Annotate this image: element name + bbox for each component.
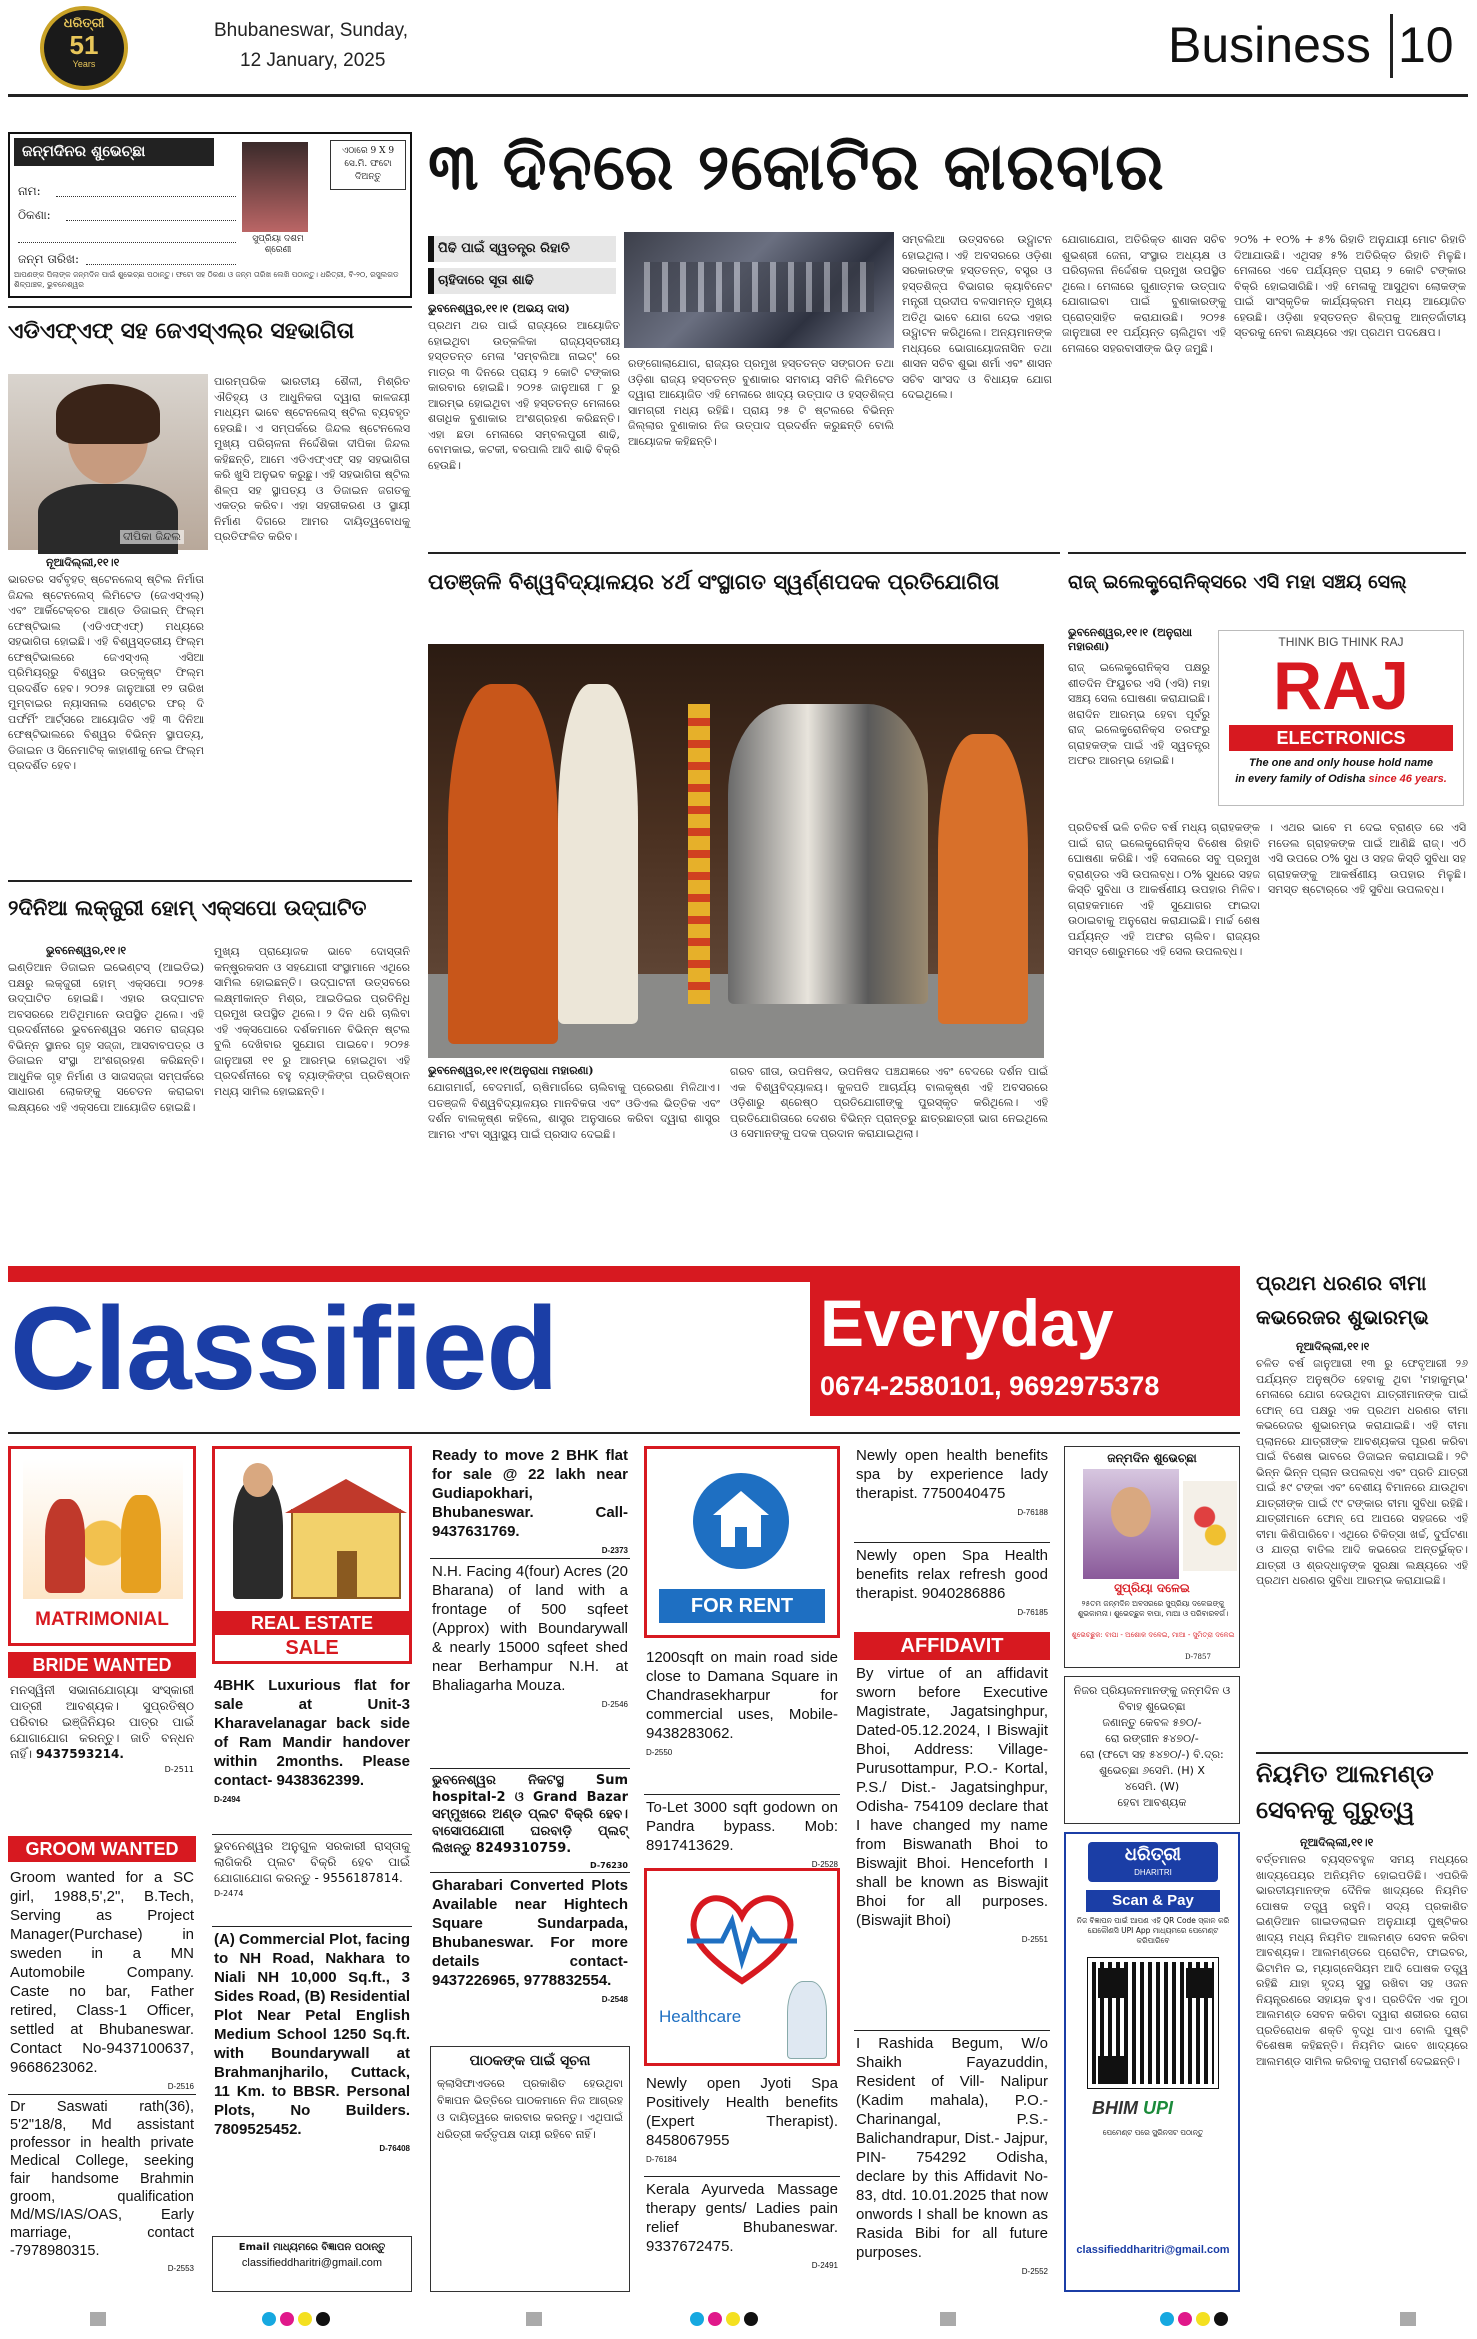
saree-photo xyxy=(624,232,894,348)
birthday-field-address: ଠିକଣା: xyxy=(18,208,51,222)
main-subhead-2-text: ଚାହିଦାରେ ସୂତା ଶାଢି xyxy=(438,273,534,288)
saree-pattern xyxy=(644,262,874,312)
story2-dateline: ନୂଆଦିଲ୍ଲୀ,୧୧।୧ xyxy=(46,556,120,569)
house-icon xyxy=(693,1473,789,1569)
main-subhead-1-text: ପିଢି ପାଇଁ ସ୍ୱତନ୍ତ୍ର ରିହାତି xyxy=(438,241,570,256)
yellow-mark xyxy=(726,2312,740,2326)
house-icon-roof xyxy=(713,1491,769,1515)
real-estate-ad-1-code: D-2494 xyxy=(214,1795,241,1804)
dharitri-51-logo xyxy=(40,6,128,90)
section-divider xyxy=(1390,14,1393,78)
story6-dateline: ନୂଆଦିଲ୍ଲୀ,୧୧।୧ xyxy=(1296,1340,1370,1353)
real-estate-box xyxy=(212,1446,412,1664)
raj-sub: ELECTRONICS xyxy=(1229,725,1453,751)
story4-rule xyxy=(428,552,1060,554)
person-group xyxy=(728,704,928,1004)
story3-rule xyxy=(8,880,412,882)
groom-ad-1 xyxy=(10,1868,194,2091)
real-estate-ad-2 xyxy=(214,1838,410,1922)
c3-ad-4-text: Gharabari Converted Plots Available near Hightech Square Sundarpada, Bhubaneswar. For more details contact- 9437226965, 9778832554. xyxy=(432,1877,628,1989)
main-body-right: ରଙ୍ଗୋଲାଯୋଗ, ରାଜ୍ୟର ପ୍ରମୁଖ ହସ୍ତତନ୍ତ ସଙ୍ଗଠନ ତଥା ଓଡ଼ିଶା ରାଜ୍ୟ ହସ୍ତତନ୍ତ ବୁଣାକାର ସମବାୟ ସମିତି ଲିମିଟେଡ ଦ୍ୱାରା ଆୟୋଜିତ ଏହି ମେଳାରେ ଖାଦ୍ୟ ଉତ୍ପାଦ ଓ ହସ୍ତଶିଳ୍ପ ସାମଗ୍ରୀ ମଧ୍ୟ ରହିଛି। ପ୍ରାୟ ୨୫ ଟି ଷ୍ଟଲରେ ବିଭିନ୍ନ ଜିଲ୍ଲାର ବୁଣାକାର ନିଜ ଉତ୍ପାଦ ପ୍ରଦର୍ଶନ କରୁଛନ୍ତି ବୋଲି ଆୟୋଜକ କହିଛନ୍ତି। xyxy=(628,357,894,448)
c4-ad-4-code: D-2491 xyxy=(811,2261,838,2270)
for-rent-label: FOR RENT xyxy=(659,1589,825,1623)
c5-ad-2 xyxy=(856,1546,1048,1640)
raj-line1: The one and only house hold name xyxy=(1249,757,1433,769)
house-roof xyxy=(285,1479,407,1513)
bride-ad xyxy=(10,1682,194,1828)
greeting-promo-box xyxy=(1064,1676,1240,1824)
bride-ad-text: ମନସ୍ୱିନୀ ସଭାନାଯୋଗ୍ୟା ସଂସ୍କାରୀ ପାତ୍ରୀ ଆବଶ୍ୟକ। ସୁପ୍ରତିଷ୍ଠ ପରିବାର ଇଞ୍ଜିନିୟର ପାତ୍ର ପାଇଁ ଯୋଗାଯୋଗ କରନ୍ତୁ। ଜାତି ବନ୍ଧନ ନାହିଁ। xyxy=(10,1683,194,1761)
realtor-face xyxy=(243,1463,273,1497)
cyan-mark xyxy=(1160,2312,1174,2326)
c4-ad-2-text: To-Let 3000 sqft godown on Pandra bypass. Mob: 8917413629. xyxy=(646,1799,838,1854)
photo-size-note: ଏଠାରେ 9 X 9 ସେ.ମି. ଫଟୋ ଦିଅନ୍ତୁ xyxy=(341,146,395,182)
bhim-logo xyxy=(1092,2098,1173,2119)
dateline-date: 12 January, 2025 xyxy=(240,50,386,71)
scan-pay-title: Scan & Pay xyxy=(1086,1890,1220,1912)
ad-divider xyxy=(430,1558,630,1559)
c3-ad-4-code: D-2548 xyxy=(601,1995,628,2004)
c5-ad-1-text: Newly open health benefits spa by experience lady therapist. 7750040475 xyxy=(856,1447,1048,1502)
logo-name: ଧରିତ୍ରୀ xyxy=(63,16,105,31)
black-mark xyxy=(1214,2312,1228,2326)
birthday-wish-contact: ଶୁଭେଚ୍ଛୁକ: ବାପା - ଅଶୋକ ଦଳେଇ, ମାଆ - ସୁମିତ୍ରା ଦଳେଇ xyxy=(1071,1631,1235,1639)
story3-body-2: ମୁଖ୍ୟ ପ୍ରାୟୋଜକ ଭାବେ ଦୋସ୍ତାନି କନ୍‌ଷ୍ଟ୍ରକସନ ଓ ସହଯୋଗୀ ସଂସ୍ଥାମାନେ ଏଥିରେ ସାମିଲ ହୋଇଛନ୍ତି। ଉଦ୍‌ଘାଟନୀ ଉତ୍ସବରେ ଲକ୍ଷ୍ମୀକାନ୍ତ ମିଶ୍ର, ଆଇଡିଇର ପ୍ରତିନିଧି ପ୍ରମୁଖ ଉପସ୍ଥିତ ଥିଲେ। ୨ ଦିନ ଧରି ଚାଲିବା ଏହି ଏକ୍ସପୋରେ ଦର୍ଶକମାନେ ବିଭିନ୍ନ ଷ୍ଟଲ ବୁଲି ଦେଖିବାର ସୁଯୋଗ ପାଇବେ। ୨୦୨୫ ଜାନୁଆରୀ ୧୧ ରୁ ଆରମ୍ଭ ହୋଇଥିବା ଏହି ପ୍ରଦର୍ଶନୀରେ ବହୁ ବ୍ୟାଙ୍କିଙ୍ଗ ପ୍ରତିଷ୍ଠାନ ମଧ୍ୟ ସାମିଲ ହୋଇଛନ୍ତି। xyxy=(214,945,410,1098)
matrimonial-box xyxy=(8,1446,196,1646)
dharitri-logo-sub: DHARITRI xyxy=(1134,1868,1172,1877)
realtor-figure xyxy=(233,1479,283,1599)
affidavit-2 xyxy=(856,2034,1048,2292)
promo-line-3: ରୋ ରଙ୍ଗୀନ ୫୪୭୦/- xyxy=(1105,1732,1199,1745)
affidavit-1 xyxy=(856,1664,1048,2026)
real-estate-ad-1-text: 4BHK Luxurious flat for sale at Unit-3 Kharavelanagar back side of Ram Mandir handover within 2months. Please contact- 9438362399. xyxy=(214,1677,410,1789)
dotted-line xyxy=(18,242,236,243)
bride-wanted-header: BRIDE WANTED xyxy=(8,1652,196,1678)
ad-divider xyxy=(644,1794,840,1795)
bride-figure xyxy=(45,1499,85,1593)
grey-swatch xyxy=(1400,2312,1416,2326)
house-icon-door xyxy=(735,1527,747,1547)
story4-body-2: ଗରବ ଗୀତା, ଉପନିଷଦ, ଉପନିଷଦ ପଞ୍ଚଯଜ୍ଞରେ ଏବଂ ବେଦରେ ଦର୍ଶନ ପାଇଁ ଏକ ବିଶ୍ୱବିଦ୍ୟାଳୟ। କୁଳପତି ଆଚାର୍ଯ୍ୟ ବାଲକୃଷ୍ଣ ଏହି ଅବସରରେ ଓଡ଼ିଶାରୁ ଶ୍ରେଷ୍ଠ ପ୍ରତିଯୋଗୀଙ୍କୁ ପୁରସ୍କୃତ କରିଥିଲେ। ଏହି ପ୍ରତିଯୋଗିତାରେ ଦେଶର ବିଭିନ୍ନ ପ୍ରାନ୍ତରୁ ଛାତ୍ରଛାତ୍ରୀ ଭାଗ ନେଇଥିଲେ ଓ ସେମାନଙ୍କୁ ପଦକ ପ୍ରଦାନ କରାଯାଇଥିଲା। xyxy=(730,1065,1048,1140)
flower-bouquet-photo xyxy=(1183,1481,1237,1571)
classified-title: Classified xyxy=(10,1283,558,1415)
c4-ad-4 xyxy=(646,2180,838,2292)
ad-divider xyxy=(644,2176,840,2177)
c4-ad-4-text: Kerala Ayurveda Massage therapy gents/ Ladies pain relief Bhubaneswar. 9337672475. xyxy=(646,2181,838,2255)
real-estate-label: REAL ESTATE xyxy=(215,1611,409,1635)
birthday-wish-desc: ୨୫ତମ ଜନ୍ମଦିନ ଅବସରରେ ସୁପ୍ରିୟା ଦଳେଇଙ୍କୁ ଶୁଭକାମନା। ଶୁଭେଚ୍ଛୁକ ବାପା, ମାଆ ଓ ପରିବାରବର୍ଗ। xyxy=(1077,1599,1229,1618)
magenta-mark xyxy=(1178,2312,1192,2326)
reader-notice-box xyxy=(430,2046,630,2292)
patanjali-event-photo xyxy=(428,644,1044,1058)
story5-body-1: ରାଜ୍ ଇଲେକ୍ଟ୍ରୋନିକ୍ସ ପକ୍ଷରୁ ଶୀତଦିନ ଫିୟୁଚର ଏସି (ଏସି) ମହା ସଞ୍ଚୟ ସେଲ ଘୋଷଣା କରାଯାଇଛି। ଖରାଦିନ ଆରମ୍ଭ ହେବା ପୂର୍ବରୁ ରାଜ୍ ଇଲେକ୍ଟ୍ରୋନିକ୍ସ ତରଫରୁ ଗ୍ରାହକଙ୍କ ପାଇଁ ଏହି ସ୍ୱତନ୍ତ୍ର ଅଫର ଆରମ୍ଭ ହୋଇଛି। xyxy=(1068,661,1210,767)
promo-line-6: ୪ସେମି. (W) xyxy=(1124,1780,1180,1793)
c4-ad-1-code: D-2550 xyxy=(646,1748,673,1757)
story4-headline: ପତଞ୍ଜଳି ବିଶ୍ୱବିଦ୍ୟାଳୟର ୪ର୍ଥ ସଂସ୍ଥାଗତ ସ୍ୱର୍ଣ୍ଣପଦକ ପ୍ରତିଯୋଗିତା xyxy=(428,570,1000,594)
c3-ad-2-text: N.H. Facing 4(four) Acres (20 Bharana) of land with a frontage of 500 sqfeet (Approx) with Boundarywall & nearly 15000 sqfeet shed near Berhampur N.H. at Bhaliagarha Mouza. xyxy=(432,1563,628,1694)
person-white xyxy=(558,684,638,1024)
birthday-wish-code: D-7857 xyxy=(1185,1653,1211,1661)
story3-headline: ୨ଦିନିଆ ଲକ୍ଜୁରୀ ହୋମ୍ ଏକ୍ସପୋ ଉଦ୍‌ଘାଟିତ xyxy=(8,896,367,920)
story3-body-1: ଇଣ୍ଡିଆନ ଡିଜାଇନ ଇଭେଣ୍ଟସ୍ (ଆଇଡିଇ) ପକ୍ଷରୁ ଲକ୍ଜୁରୀ ହୋମ୍ ଏକ୍ସପୋ ୨୦୨୫ ଉଦ୍‌ଘାଟିତ ହୋଇଛି। ଏହାର ଉଦ୍‌ଘାଟନ ଅବସରରେ ଅତିଥିମାନେ ଉପସ୍ଥିତ ଥିଲେ। ଏହି ପ୍ରଦର୍ଶନୀରେ ଭୁବନେଶ୍ୱର ସମେତ ରାଜ୍ୟର ବିଭିନ୍ନ ସ୍ଥାନର ଗୃହ ସଜ୍ଜା, ଆସବାବପତ୍ର ଓ ଡିଜାଇନ ସଂସ୍ଥା ଅଂଶଗ୍ରହଣ କରିଛନ୍ତି। ଆଧୁନିକ ଗୃହ ନିର୍ମାଣ ଓ ସାଜସଜ୍ଜା ସମ୍ପର୍କରେ ସାଧାରଣ ଲୋକଙ୍କୁ ସଚେତନ କରାଇବା ଲକ୍ଷ୍ୟରେ ଏହି ଏକ୍ସପୋ ଆୟୋଜିତ ହୋଇଛି। xyxy=(8,961,204,1114)
c3-ad-3 xyxy=(432,1772,628,1868)
story6-body: ଚଳିତ ବର୍ଷ ଜାନୁଆରୀ ୧୩ ରୁ ଫେବୃଆରୀ ୨୬ ପର୍ଯ୍ୟନ୍ତ ଅନୁଷ୍ଠିତ ହେବାକୁ ଥିବା 'ମହାକୁମ୍ଭ' ମେଳାରେ ଯୋଗ ଦେଉଥିବା ଯାତ୍ରୀମାନଙ୍କ ପାଇଁ ଫୋନ୍ ପେ ପକ୍ଷରୁ ଏକ ପ୍ରଥମ ଧରଣର ବୀମା କଭରେଜର ଶୁଭାରମ୍ଭ କରାଯାଇଛି। ଏହି ବୀମା ପ୍ଲାନରେ ଯାତ୍ରୀଙ୍କ ଆବଶ୍ୟକତା ପୂରଣ କରିବା ପାଇଁ ବିଶେଷ ଭାବରେ ଡିଜାଇନ କରାଯାଇଛି। ୨ଟି ଭିନ୍ନ ଭିନ୍ନ ପ୍ଲାନ ଉପଲବ୍ଧ ଏବଂ ପ୍ରତି ଯାତ୍ରୀ ପାଇଁ ୫୯ ଟଙ୍କା ଏବଂ ବେଶୀୟ ବିମାନରେ ଯାଉଥିବା ଯାତ୍ରୀଙ୍କ ପାଇଁ ୯୯ ଟଙ୍କାର ବୀମା ସୁବିଧା ରହିଛି। ଯାତ୍ରୀମାନେ ଫୋନ୍ ପେ ଆପରେ ସହଜରେ ଏହି ବୀମା କିଣିପାରିବେ। ଏଥିରେ ଚିକିତ୍ସା ଖର୍ଚ୍ଚ, ଦୁର୍ଘଟଣା ଓ ଯାତ୍ରା ବାତିଲ ଆଦି କଭରେଜ ଅନ୍ତର୍ଭୁକ୍ତ। ଯାତ୍ରୀ ଓ ଶ୍ରଦ୍ଧାଳୁଙ୍କ ସୁରକ୍ଷା ଲକ୍ଷ୍ୟରେ ଏହି ପ୍ରଥମ ଧରଣର ସୁବିଧା ଆରମ୍ଭ କରାଯାଇଛି। xyxy=(1256,1357,1468,1587)
c3-ad-2 xyxy=(432,1562,628,1764)
story5-body-2: ପ୍ରତିବର୍ଷ ଭଳି ଚଳିତ ବର୍ଷ ମଧ୍ୟ ଗ୍ରାହକଙ୍କ ପାଇଁ ରାଜ୍ ଇଲେକ୍ଟ୍ରୋନିକ୍ସ ବିଶେଷ ରିହାତି ଘୋଷଣା କରିଛି। ଏହି ସେଲରେ ସବୁ ପ୍ରମୁଖ ବ୍ରାଣ୍ଡର ଏସି ଉପଲବ୍ଧ। ୦% ସୁଧରେ ସହଜ କିସ୍ତି ସୁବିଧା ଓ ଆକର୍ଷଣୀୟ ଉପହାର ମିଳିବ। ଗ୍ରାହକମାନେ ଏହି ସୁଯୋଗର ଫାଇଦା ଉଠାଇବାକୁ ଅନୁରୋଧ କରାଯାଇଛି। ମାର୍ଚ୍ଚ ଶେଷ ପର୍ଯ୍ୟନ୍ତ ଏହି ଅଫର ଚାଲିବ। ରାଜ୍ୟର ସମସ୍ତ ଶୋରୁମରେ ଏହି ସେଲ ଉପଲବ୍ଧ। xyxy=(1068,821,1260,958)
ad-divider xyxy=(430,1872,630,1873)
email-address[interactable]: classifieddharitri@gmail.com xyxy=(241,2257,383,2269)
c4-ad-3-text: Newly open Jyoti Spa Positively Health benefits (Expert Therapist). 8458067955 xyxy=(646,2075,838,2149)
story2-caption: ଦୀପିକା ଜିନ୍ଦଲ xyxy=(120,530,184,544)
c3-ad-1 xyxy=(432,1446,628,1554)
real-estate-ad-3-code: D-76408 xyxy=(379,2144,410,2153)
real-estate-ad-2-text: ଭୁବନେଶ୍ୱର ଅନୁଗୁଳ ସରକାରୀ ରାସ୍ତାକୁ ଲାଗିକରି ପ୍ଲଟ ବିକ୍ରି ହେବ ପାଇଁ ଯୋଗାଯୋଗ କରନ୍ତୁ - 9556187814. xyxy=(214,1839,410,1885)
black-mark xyxy=(744,2312,758,2326)
affidavit-2-text: I Rashida Begum, W/o Shaikh Fayazuddin, Resident of Vill- Nalipur (Kadim mahala), P.O.- Charinangal, P.S.- Balichandrapur, Dist.- Jajpur, PIN- 754292 Odisha, declare by this Affidavit No- 83, dtd. 10.01.2025 that now onwords I shall be known as Rasida Bibi for all future purposes. xyxy=(856,2035,1048,2261)
dotted-line xyxy=(66,220,236,221)
story5-body-3: । ଏଥର ଭାବେ ମ ଦେଇ ବ୍ରାଣ୍ଡ ରେ ଏସି ମଡେଲ ଗ୍ରାହକଙ୍କ ପାଇଁ ଆଣିଛି ରାଜ୍। ଏଠି ଏସି ଉପରେ ୦% ସୁଧ ଓ ସହଜ କିସ୍ତି ସୁବିଧା ସହ ଗ୍ରାହକଙ୍କୁ ଆକର୍ଷଣୀୟ ଉପହାର ମିଳୁଛି। ସମସ୍ତ ଷ୍ଟୋର୍‌ରେ ଏହି ସୁବିଧା ଉପଲବ୍ଧ। xyxy=(1268,821,1466,896)
main-subhead-2 xyxy=(428,268,616,294)
birthday-field-name: ନାମ: xyxy=(18,184,41,198)
c3-ad-1-text: Ready to move 2 BHK flat for sale @ 22 lakh near Gudiapokhari, Bhubaneswar. Call-9437631769. xyxy=(432,1447,628,1540)
lamp-stand xyxy=(688,704,710,1004)
story7-dateline: ନୂଆଦିଲ୍ଲୀ,୧୧।୧ xyxy=(1300,1836,1374,1849)
birthday-form-title: ଜନ୍ମଦିନର ଶୁଭେଚ୍ଛା xyxy=(14,138,214,166)
affidavit-header: AFFIDAVIT xyxy=(854,1632,1050,1660)
main-body-col3: ସମ୍ବଲିଆ ଉତ୍ସବରେ ଉଦ୍ଘାଟନ ହୋଇଥିଲା। ଏହି ଅବସରରେ ଓଡ଼ିଶା ସରକାରଙ୍କ ହସ୍ତତନ୍ତ, ବସ୍ତ୍ର ଓ ହସ୍ତଶିଳ୍ପ ବିଭାଗର କ୍ୟାବିନେଟ ମନ୍ତ୍ରୀ ପ୍ରଦୀପ ବଳସାମନ୍ତ ମୁଖ୍ୟ ଅତିଥି ଭାବେ ଯୋଗ ଦେଇ ଏହାର ଉଦ୍ଘାଟନ କରିଥିଲେ। ଅନ୍ୟମାନଙ୍କ ମଧ୍ୟରେ ଭୋଗାୟୋଜନାସିନ ତଥା ଶାସନ ସଚିବ ଶୁଭା ଶର୍ମା ଏବଂ ଶାସନ ସଚିବ ସାଂସଦ ଓ ବିଧାୟକ ଯୋଗ ଦେଇଥିଲେ। xyxy=(902,233,1052,401)
scan-pay-box xyxy=(1064,1832,1240,2292)
heart-pulse-icon xyxy=(687,1891,797,1987)
birthday-field-dob: ଜନ୍ମ ତାରିଖ: xyxy=(18,252,80,266)
raj-line2-wrap xyxy=(1219,773,1463,785)
groom-ad-2-code: D-2553 xyxy=(167,2264,194,2273)
email-box xyxy=(212,2236,412,2292)
real-estate-ad-3 xyxy=(214,1930,410,2230)
main-headline: ୩ ଦିନରେ ୨କୋଟିର କାରବାର xyxy=(428,131,1165,205)
story4-dateline: ଭୁବନେଶ୍ୱର,୧୧।୧(ଅନୁରାଧା ମହାରଣା) xyxy=(428,1064,594,1077)
left-column-rule xyxy=(8,306,412,308)
main-body-col4: ଯୋଗାଯୋଗ, ଅତିରିକ୍ତ ଶାସନ ସଚିବ ଶୁଭଶ୍ରୀ ଜେନା, ସଂସ୍ଥାର ଅଧ୍ୟକ୍ଷ ଓ ପରିଚାଳନା ନିର୍ଦ୍ଦେଶକ ପ୍ରମୁଖ ଉପସ୍ଥିତ ଥିଲେ। ମେଳାରେ ଗୁଣାତ୍ମକ ଉତ୍ପାଦ ଯୋଗାଇବା ପାଇଁ ବୁଣାକାରଙ୍କୁ ପ୍ରୋତ୍ସାହିତ କରାଯାଉଛି। ୨୦୨୫ ଜାନୁଆରୀ ୧୧ ପର୍ଯ୍ୟନ୍ତ ଚାଲିଥିବା ଏହି ମେଳାରେ ସହରବାସୀଙ୍କ ଭିଡ଼ ଜମୁଛି। xyxy=(1062,233,1226,355)
affidavit-1-text: By virtue of an affidavit sworn before Executive Magistrate, Jagatsinghpur, Dated-05.12.2024, I Biswajit Bhoi, Address: Village-Purusottampur, P.O.- Kortal, P.S./ Dist.- Jagatsinghpur, Odisha- 754109 declare that I have changed my name from Biswanath Bhoi to Biswajit Bhoi. Henceforth I shall be known as Biswajit Bhoi for all purposes. (Biswajit Bhoi) xyxy=(856,1665,1048,1929)
bhim-text: BHIM xyxy=(1092,2098,1138,2118)
groom-ad-1-text: Groom wanted for a SC girl, 1988,5',2", B.Tech, Serving as Project Manager(Purchase) in sweden in a MN Automobile Company. Caste no bar, Father retired, Class-1 Officer, settled at Bhubaneswar. Contact No-9437100637, 9668623062. xyxy=(10,1869,194,2076)
story2-headline: ଏଡିଏଫ୍‌ଏଫ୍ ସହ ଜେଏସ୍‌ଏଲ୍‌ର ସହଭାଗିତା xyxy=(8,319,355,344)
groom-ad-2-text: Dr Saswati rath(36), 5'2"18/8, Md assistant professor in health private Medical College, seeking fair handsome Brahmin groom, qualification Md/MS/IAS/OAS, Early marriage, contact -7978980315. xyxy=(10,2099,194,2259)
story5-headline: ରାଜ୍ ଇଲେକ୍ଟ୍ରୋନିକ୍ସରେ ଏସି ମହା ସଞ୍ଚୟ ସେଲ୍ xyxy=(1068,571,1407,593)
scan-pay-email[interactable]: classifieddharitri@gmail.com xyxy=(1076,2244,1230,2256)
dharitri-logo-text: ଧରିତ୍ରୀ xyxy=(1124,1844,1182,1865)
affidavit-2-code: D-2552 xyxy=(1021,2267,1048,2276)
promo-line-7: ହେବା ଆବଶ୍ୟକ xyxy=(1117,1796,1187,1809)
main-body-col5: ୨୦% + ୧୦% + ୫% ରିହାତି ଅନୁଯାୟୀ ମୋଟ ରିହାତି ଦିଆଯାଉଛି। ଏଥିସହ ୫% ଅତିରିକ୍ତ ରିହାତି ମିଳୁଛି। ମେଳାରେ ଏବେ ପର୍ଯ୍ୟନ୍ତ ପ୍ରାୟ ୨ କୋଟି ଟଙ୍କାର ବିକ୍ରି ହୋଇସାରିଛି। ଏହି ମେଳାକୁ ଆସୁଥିବା ଲୋକଙ୍କ ପାଇଁ ସାଂସ୍କୃତିକ କାର୍ଯ୍ୟକ୍ରମ ମଧ୍ୟ ଆୟୋଜିତ ହେଉଛି। ଓଡ଼ିଶା ହସ୍ତତନ୍ତ ଶିଳ୍ପକୁ ଆନ୍ତର୍ଜାତୀୟ ସ୍ତରକୁ ନେବା ଲକ୍ଷ୍ୟରେ ଏହା ପ୍ରଥମ ପଦକ୍ଷେପ। xyxy=(1234,233,1466,339)
dharitri-logo-blue xyxy=(1088,1842,1218,1882)
bride-ad-code: D-2511 xyxy=(164,1765,194,1774)
birthday-wish-title: ଜନ୍ମଦିନ ଶୁଭେଚ୍ଛା xyxy=(1107,1451,1197,1465)
page-number: 10 xyxy=(1398,17,1454,73)
ad-divider xyxy=(212,1926,412,1927)
for-rent-box xyxy=(644,1446,840,1638)
story7-body: ବର୍ତ୍ତମାନର ବ୍ୟସ୍ତବହୁଳ ସମୟ ମଧ୍ୟରେ ଖାଦ୍ୟପେୟର ଅନିୟମିତ ହୋଇପଡିଛି। ଏପରିକି ଭାରତୀୟମାନଙ୍କ ଦୈନିକ ଖାଦ୍ୟରେ ନିୟମିତ ପୋଷକ ତତ୍ତ୍ୱ ରହୁନି। ସଦ୍ୟ ପ୍ରକାଶିତ ଇଣ୍ଡିଆନ ଗାଇଡଲାଇନ ଅନୁଯାୟୀ ପୁଷ୍ଟିକର ଖାଦ୍ୟ ମଧ୍ୟ ନିୟମିତ ଆଲମଣ୍ଡ ସେବନ କରିବା ଆବଶ୍ୟକ। ଆଲମଣ୍ଡରେ ପ୍ରୋଟିନ, ଫାଇବର, ଭିଟାମିନ ଇ, ମ୍ୟାଗ୍ନେସିୟମ ଆଦି ପୋଷକ ତତ୍ତ୍ୱ ରହିଛି ଯାହା ହୃଦୟ ସୁସ୍ଥ ରଖିବା ସହ ଓଜନ ନିୟନ୍ତ୍ରଣରେ ସହାୟକ ହୁଏ। ପ୍ରତିଦିନ ଏକ ମୁଠା ଆଲମଣ୍ଡ ସେବନ କରିବା ଦ୍ୱାରା ଶରୀରର ରୋଗ ପ୍ରତିରୋଧକ ଶକ୍ତି ବୃଦ୍ଧି ପାଏ ବୋଲି ପୁଷ୍ଟି ବିଶେଷଜ୍ଞ କହିଛନ୍ତି। ନିୟମିତ ଭାବେ ଖାଦ୍ୟରେ ଆଲମଣ୍ଡ ସାମିଲ କରିବାକୁ ପରାମର୍ଶ ଦେଇଛନ୍ତି। xyxy=(1256,1853,1468,2068)
birthday-wish-box xyxy=(1064,1446,1240,1668)
ad-divider xyxy=(8,2094,196,2095)
groom-ad-2 xyxy=(10,2098,194,2292)
raj-tagline: THINK BIG THINK RAJ xyxy=(1278,635,1404,649)
story7-rule xyxy=(1256,1752,1468,1754)
section-title: Business xyxy=(1168,17,1371,73)
birthday-form-box xyxy=(8,132,412,298)
c4-ad-1-text: 1200sqft on main road side close to Damana Square in Chandrasekharpur for commercial uses, Mobile-9438283062. xyxy=(646,1649,838,1742)
bride-ad-phone: 9437593214. xyxy=(35,1747,124,1761)
c5-ad-2-code: D-76185 xyxy=(1017,1608,1048,1617)
real-estate-ad-1 xyxy=(214,1676,410,1830)
scan-pay-instructions: ନିଜ ବିଜ୍ଞାପନ ପାଇଁ ଆପଣ ଏହି QR Code ସ୍କାନ କରି ଯେକୌଣସି UPI App ମାଧ୍ୟମରେ ପେମେଣ୍ଟ କରିପାରିବେ xyxy=(1076,1916,1230,1945)
doctor-figure xyxy=(787,1981,827,2059)
ad-divider xyxy=(212,1834,412,1835)
main-subhead-1 xyxy=(428,236,616,262)
black-mark xyxy=(316,2312,330,2326)
logo-years-label: Years xyxy=(72,59,96,69)
c4-ad-1 xyxy=(646,1648,838,1788)
ad-divider xyxy=(430,1768,630,1769)
grey-swatch xyxy=(940,2312,956,2326)
c4-ad-2 xyxy=(646,1798,838,1869)
deepika-jindal-photo xyxy=(8,374,208,550)
grey-swatch xyxy=(526,2312,542,2326)
house-door xyxy=(337,1551,357,1597)
heart-icon-svg xyxy=(687,1891,797,1987)
grey-swatch xyxy=(90,2312,106,2326)
real-estate-ad-2-code: D-2474 xyxy=(214,1889,244,1898)
portrait-hair xyxy=(56,384,160,444)
email-label: Email ମାଧ୍ୟମରେ ବିଜ୍ଞାପନ ପଠାନ୍ତୁ xyxy=(238,2242,386,2253)
photo-size-box xyxy=(330,140,406,190)
promo-line-4: ରୋ (ଫଟୋ ସହ ୫୪୭୦/-) ବି.ଦ୍ର: xyxy=(1080,1748,1224,1761)
affidavit-1-code: D-2551 xyxy=(1021,1935,1048,1944)
raj-line2: in every family of Odisha xyxy=(1235,773,1366,785)
promo-line-5: ଶୁଭେଚ୍ଛା ୬ସେମି. (H) X xyxy=(1099,1764,1205,1777)
c3-ad-3-text: ଭୁବନେଶ୍ୱର ନିକଟସ୍ଥ Sum hospital-2 ଓ Grand Bazar ସମ୍ମୁଖରେ ଅଣ୍ଡ ପ୍ଲଟ ବିକ୍ରି ହେବ। ବାସୋପଯୋଗୀ ଘରବାଡ଼ି ପ୍ଲଟ୍ ଲିଖନ୍ତୁ 8249310759. xyxy=(432,1773,628,1856)
c3-ad-2-code: D-2546 xyxy=(601,1700,628,1709)
person-saffron-1 xyxy=(448,684,558,1044)
c3-ad-4 xyxy=(432,1876,628,2042)
birthday-sample-photo xyxy=(242,142,308,232)
c5-ad-1-code: D-76188 xyxy=(1017,1508,1048,1517)
house-illustration xyxy=(291,1509,401,1599)
groom-figure xyxy=(121,1495,161,1593)
groom-wanted-header: GROOM WANTED xyxy=(8,1836,196,1862)
yellow-mark xyxy=(1196,2312,1210,2326)
masthead-rule xyxy=(8,94,1468,97)
promo-line-2: ଜଣାନ୍ତୁ କେବଳ ୫୭୦/- xyxy=(1102,1716,1202,1729)
promo-line-1: ନିଜର ପ୍ରିୟଜନମାନଙ୍କୁ ଜନ୍ମଦିନ ଓ ବିବାହ ଶୁଭେଚ୍ଛା xyxy=(1073,1684,1231,1713)
story5-dateline: ଭୁବନେଶ୍ୱର,୧୧।୧ (ଅନୁରାଧା ମହାରଣା) xyxy=(1068,626,1193,653)
yellow-mark xyxy=(298,2312,312,2326)
story2-body-2: ପାରମ୍ପରିକ ଭାରତୀୟ ଶୈଳୀ, ମିଶ୍ରିତ ଐତିହ୍ୟ ଓ ଆଧୁନିକତା ଦ୍ୱାରା କାଳଜୟୀ ମାଧ୍ୟମ ଭାବେ ଷ୍ଟେନଲେସ୍ ଷ୍ଟିଲ ବ୍ୟବହୃତ ହେଉଛି। ଏ ସମ୍ପର୍କରେ ଜିନ୍ଦଲ ଷ୍ଟେନଲେସ ମୁଖ୍ୟ ପରିଚାଳନା ନିର୍ଦ୍ଦେଶିକା ଦୀପିକା ଜିନ୍ଦଲ କହିଛନ୍ତି, ଆମେ ଏଡିଏଫ୍‌ଏଫ୍ ସହ ସହଭାଗିତା କରି ଖୁସି ଅନୁଭବ କରୁଛୁ। ଏହି ସହଭାଗିତା ଷ୍ଟିଲ ଶିଳ୍ପ ସହ ସ୍ଥାପତ୍ୟ ଓ ଡିଜାଇନ ଜଗତକୁ ଏକତ୍ର କରିବ। ଏହା ସହରୀକରଣ ଓ ସ୍ଥାୟୀ ନିର୍ମାଣ ଦିଗରେ ଆମର ଦାୟିତ୍ୱବୋଧକୁ ପ୍ରତିଫଳିତ କରିବ। xyxy=(214,375,410,543)
reader-notice-text: କ୍ଲାସିଫାଏଡରେ ପ୍ରକାଶିତ ହେଉଥିବା ବିଜ୍ଞାପନ ଭିତ୍ତିରେ ପାଠକମାନେ ନିଜ ଆଗ୍ରହ ଓ ଦାୟିତ୍ୱରେ କାରବାର କରନ୍ତୁ। ଏଥିପାଇଁ ଧରିତ୍ରୀ କର୍ତ୍ତୃପକ୍ଷ ଦାୟୀ ରହିବେ ନାହିଁ। xyxy=(437,2077,623,2141)
story7-headline: ନିୟମିତ ଆଲମଣ୍ଡ ସେବନକୁ ଗୁରୁତ୍ୱ xyxy=(1256,1760,1434,1824)
raj-brand: RAJ xyxy=(1272,648,1410,724)
logo-years-number: 51 xyxy=(69,30,99,60)
dotted-line xyxy=(86,264,236,265)
story6-headline: ପ୍ରଥମ ଧରଣର ବୀମା କଭରେଜର ଶୁଭାରମ୍ଭ xyxy=(1256,1271,1429,1329)
healthcare-box xyxy=(644,1868,840,2066)
story4-body-1: ଯୋଗମାର୍ଗ, ବେଦମାର୍ଗ, ଋଷିମାର୍ଗରେ ଚାଲିବାକୁ ପ୍ରେରଣା ମିଳିଥାଏ। ପତଞ୍ଜଳି ବିଶ୍ୱବିଦ୍ୟାଳୟର ମାନବିକତା ଏବଂ ଓଡିଏଲ ଭିତ୍ତିକ ଏବଂ ଦର୍ଶନ ବାଲକୃଷ୍ଣ କହିଲେ, ଶାସ୍ତ୍ର ଅନୁସାରେ କରିବା ଦ୍ୱାରା ଶାସ୍ତ୍ର ଆମର ଏଂବା ସ୍ୱାସ୍ଥ୍ୟ ପାଇଁ ପ୍ରସାଦ ଦେଇଛି। xyxy=(428,1081,720,1141)
main-body-left: ପ୍ରଥମ ଥର ପାଇଁ ରାଜ୍ୟରେ ଆୟୋଜିତ ହୋଇଥିବା ଉତ୍କଳିକା ରାଜ୍ୟସ୍ତରୀୟ ହସ୍ତତନ୍ତ ମେଳା 'ସମ୍ବଲିଆ ନାଇଟ୍' ରେ ମାତ୍ର ୩ ଦିନରେ ପ୍ରାୟ ୨ କୋଟି ଟଙ୍କାର କାରବାର ହୋଇଛି। ୨୦୨୫ ଜାନୁଆରୀ ୮ ରୁ ଆରମ୍ଭ ହୋଇଥିବା ଏହି ହସ୍ତତନ୍ତ ମେଳାରେ ଶତାଧିକ ବୁଣାକାର ଅଂଶଗ୍ରହଣ କରିଛନ୍ତି। ଏହା ଛଡା ମେଳାରେ ସମ୍ବଲପୁରୀ ଶାଢି, ବୋମକାଇ, କଟକୀ, ବରପାଲି ଆଦି ଶାଢି ବିକ୍ରି ହେଉଛି। xyxy=(428,319,620,472)
c4-ad-2-code: D-2528 xyxy=(811,1860,838,1869)
real-estate-ad-3-text: (A) Commercial Plot, facing to NH Road, Nakhara to Niali NH 10,000 Sq.ft., 3 Sides Road, (B) Residential Plot Near Petal English Medium School 1250 Sq.ft. with Boundarywall at Brahmanjharilo, Cuttack, 11 Km. to BBSR. Personal Plots, No Builders. 7809525452. xyxy=(214,1931,410,2138)
story5-rule xyxy=(1068,552,1466,554)
groom-ad-1-code: D-2516 xyxy=(167,2082,194,2091)
cyan-mark xyxy=(262,2312,276,2326)
dateline-city: Bhubaneswar, Sunday, xyxy=(214,20,409,41)
main-dateline: ଭୁବନେଶ୍ୱର,୧୧।୧ (ଅଭୟ ଦାସ) xyxy=(428,302,570,315)
classified-everyday: Everyday xyxy=(820,1286,1114,1360)
matrimonial-label: MATRIMONIAL xyxy=(35,1609,169,1630)
person-saffron-2 xyxy=(938,734,1028,1024)
portrait-face xyxy=(1111,1487,1151,1537)
raj-electronics-ad xyxy=(1218,630,1464,806)
qr-code[interactable] xyxy=(1088,1958,1218,2088)
birthday-footer-note: ଆପଣଙ୍କ ପିଲାଙ୍କ ଜନ୍ମଦିନ ପାଇଁ ଶୁଭେଚ୍ଛା ପଠାନ୍ତୁ। ଫଟୋ ସହ ଠିକଣା ଓ ଜନ୍ମ ତାରିଖ ଲେଖି ପଠାନ୍ତୁ। ଧରିତ୍ରୀ, ବି-୨୦, ରସୁଲଗଡ ଶିଳ୍ପାଞ୍ଚଳ, ଭୁବନେଶ୍ୱର xyxy=(14,270,399,289)
c3-ad-3-code: D-76230 xyxy=(590,1861,628,1870)
footer-color-strip xyxy=(0,2308,1477,2332)
classified-phones: 0674-2580101, 9692975378 xyxy=(820,1371,1160,1401)
classified-bottom-rule xyxy=(8,1432,1240,1434)
healthcare-label: Healthcare xyxy=(659,2007,742,2026)
c4-ad-3-code: D-76184 xyxy=(646,2155,677,2164)
c5-ad-2-text: Newly open Spa Health benefits relax refresh good therapist. 9040286886 xyxy=(856,1547,1048,1602)
birthday-photo-caption: ସୁପ୍ରିୟା ଦଶମ ଶ୍ରେଣୀ xyxy=(252,234,304,255)
ad-divider xyxy=(854,2030,1050,2031)
cyan-mark xyxy=(690,2312,704,2326)
upi-text: UPI xyxy=(1143,2098,1174,2118)
story2-body-1: ଭାରତର ସର୍ବବୃହତ୍ ଷ୍ଟେନଲେସ୍ ଷ୍ଟିଲ ନିର୍ମାତା ଜିନ୍ଦଲ ଷ୍ଟେନଲେସ୍ ଲିମିଟେଡ (ଜେଏସ୍‌ଏଲ୍) ଏବଂ ଆର୍କିଟେକ୍ଚର ଆଣ୍ଡ ଡିଜାଇନ୍ ଫିଲ୍ମ ଫେଷ୍ଟିଭାଲ (ଏଡିଏଫ୍‌ଏଫ୍) ମଧ୍ୟରେ ସହଭାଗିତା ହୋଇଛି। ଏହି ବିଶ୍ୱସ୍ତରୀୟ ଫିଲ୍ମ ଫେଷ୍ଟିଭାଲରେ ଜେଏସ୍‌ଏଲ୍ ଏସିଆ ପ୍ରିମିୟର୍‌ରୁ ବିଶ୍ୱର ଉତ୍କୃଷ୍ଟ ଫିଲ୍ମ ପ୍ରଦର୍ଶିତ ହେବ। ୨୦୨୫ ଜାନୁଆରୀ ୧୨ ତାରିଖ ମୁମ୍ବାଇର ନ୍ୟାସନାଲ ସେଣ୍ଟର ଫର୍ ଦି ପର୍ଫର୍ମିଂ ଆର୍ଟ୍‌ସରେ ଆୟୋଜିତ ଏହି ୩ ଦିନିଆ ଫେଷ୍ଟିଭାଲରେ ବିଶ୍ୱର ବିଭିନ୍ନ ସ୍ଥାପତ୍ୟ, ଡିଜାଇନ ଓ ସିନେମାଟିକ୍ କାହାଣୀକୁ ନେଇ ଫିଲ୍ମ ପ୍ରଦର୍ଶିତ ହେବ। xyxy=(8,573,204,772)
c4-ad-3 xyxy=(646,2074,838,2172)
ad-divider xyxy=(854,1542,1050,1543)
scan-pay-note: ପେମେଣ୍ଟ ପରେ ସ୍କ୍ରିନସଟ ପଠାନ୍ତୁ xyxy=(1102,2128,1204,2137)
c5-ad-1 xyxy=(856,1446,1048,1540)
dotted-line xyxy=(56,196,236,197)
story3-dateline: ଭୁବନେଶ୍ୱର,୧୧।୧ xyxy=(46,944,127,957)
birthday-wish-name: ସୁପ୍ରିୟା ଦଳେଇ xyxy=(1114,1581,1190,1595)
matrimonial-illustration xyxy=(23,1459,183,1599)
classified-everyday-box xyxy=(810,1282,1240,1416)
reader-notice-title: ପାଠକଙ୍କ ପାଇଁ ସୂଚନା xyxy=(469,2053,591,2069)
c3-ad-1-code: D-2373 xyxy=(601,1546,628,1555)
magenta-mark xyxy=(708,2312,722,2326)
magenta-mark xyxy=(280,2312,294,2326)
birthday-girl-photo xyxy=(1083,1469,1179,1579)
raj-since: since 46 years. xyxy=(1368,773,1447,785)
masthead xyxy=(0,0,1477,96)
sale-label: SALE xyxy=(285,1637,339,1659)
